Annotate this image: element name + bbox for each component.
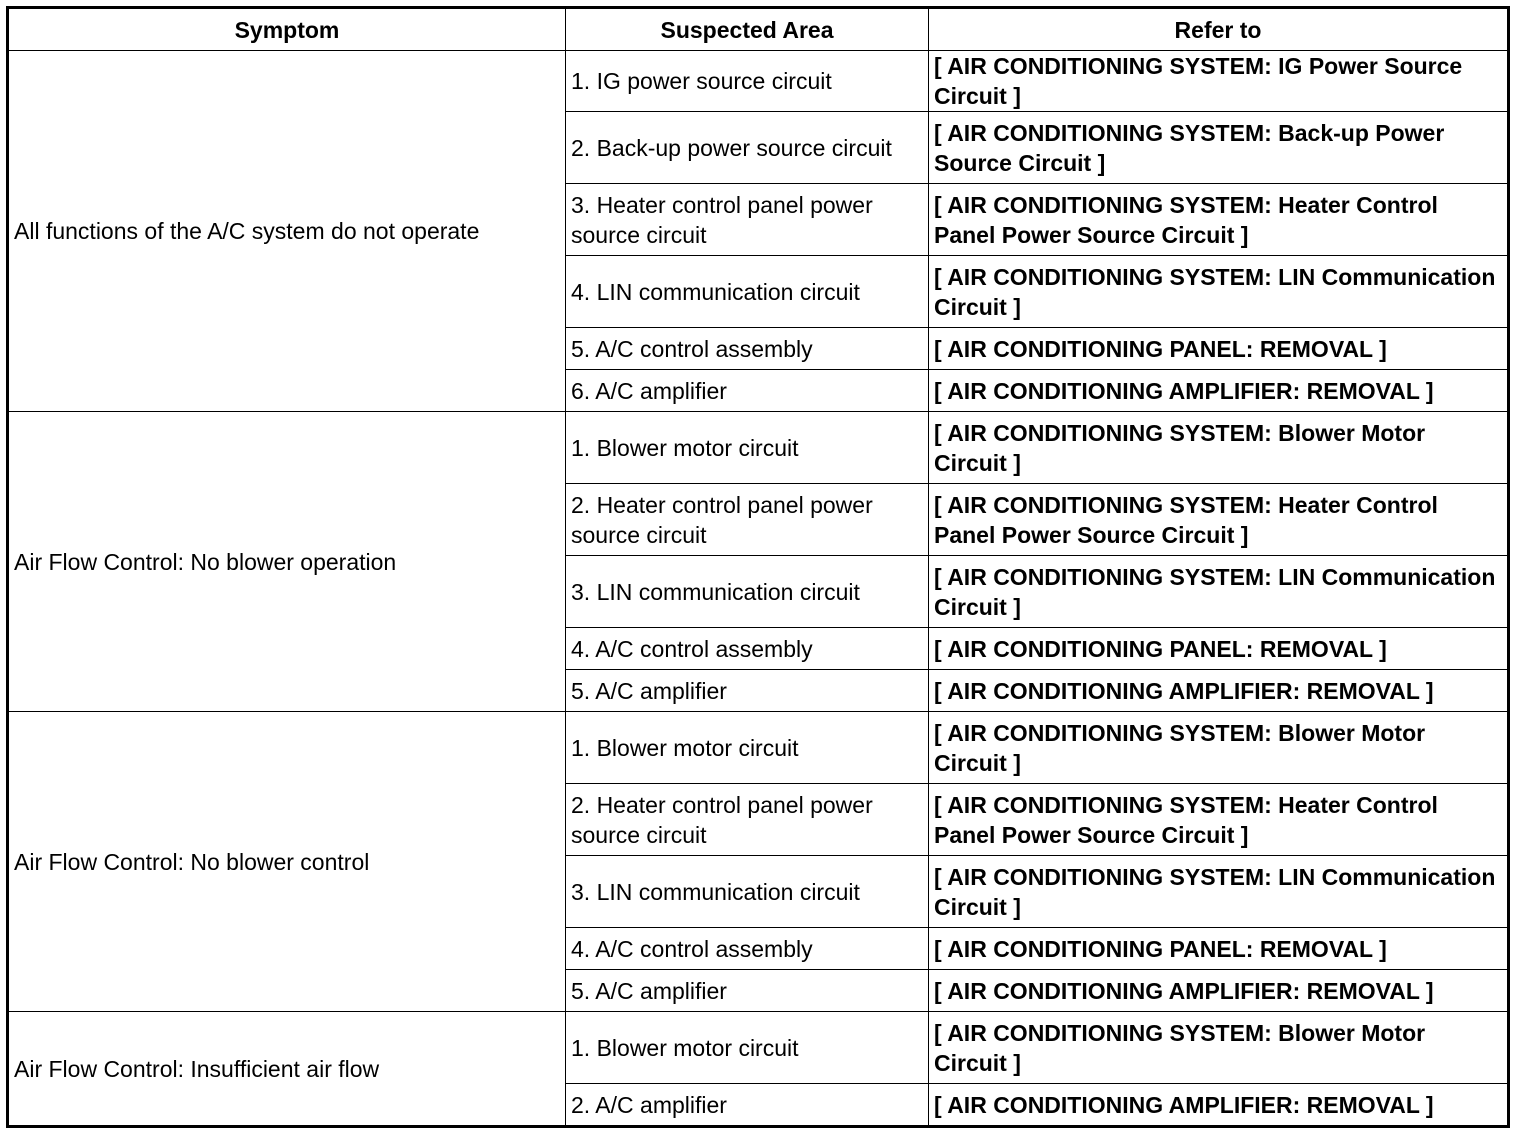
refer-to-cell: [ AIR CONDITIONING SYSTEM: Heater Control Panel Power Source Circuit ] <box>929 184 1509 256</box>
table-row <box>8 51 1509 112</box>
suspected-area-cell: 4. LIN communication circuit <box>566 256 929 328</box>
symptom-cell: Air Flow Control: No blower control <box>8 712 566 1012</box>
refer-to-cell: [ AIR CONDITIONING SYSTEM: Heater Control Panel Power Source Circuit ] <box>929 784 1509 856</box>
refer-to-cell: [ AIR CONDITIONING AMPLIFIER: REMOVAL ] <box>929 370 1509 412</box>
table-row <box>8 1012 1509 1084</box>
suspected-area-cell: 1. Blower motor circuit <box>566 412 929 484</box>
suspected-area-cell: 4. A/C control assembly <box>566 628 929 670</box>
header-row <box>8 8 1509 51</box>
troubleshooting-table <box>6 6 1510 1128</box>
refer-to-cell: [ AIR CONDITIONING SYSTEM: Blower Motor Circuit ] <box>929 412 1509 484</box>
refer-to-cell: [ AIR CONDITIONING PANEL: REMOVAL ] <box>929 628 1509 670</box>
table-row <box>8 712 1509 784</box>
suspected-area-cell: 2. Heater control panel power source circuit <box>566 484 929 556</box>
refer-to-cell: [ AIR CONDITIONING SYSTEM: Heater Control Panel Power Source Circuit ] <box>929 484 1509 556</box>
suspected-area-cell: 5. A/C amplifier <box>566 670 929 712</box>
suspected-area-cell: 5. A/C amplifier <box>566 970 929 1012</box>
suspected-area-cell: 1. Blower motor circuit <box>566 1012 929 1084</box>
table-row <box>8 412 1509 484</box>
refer-to-cell: [ AIR CONDITIONING SYSTEM: LIN Communication Circuit ] <box>929 256 1509 328</box>
refer-to-cell: [ AIR CONDITIONING SYSTEM: LIN Communication Circuit ] <box>929 856 1509 928</box>
suspected-area-cell: 5. A/C control assembly <box>566 328 929 370</box>
refer-to-cell: [ AIR CONDITIONING AMPLIFIER: REMOVAL ] <box>929 1084 1509 1127</box>
suspected-area-cell: 6. A/C amplifier <box>566 370 929 412</box>
refer-to-cell: [ AIR CONDITIONING AMPLIFIER: REMOVAL ] <box>929 970 1509 1012</box>
suspected-area-cell: 1. IG power source circuit <box>566 51 929 112</box>
header-suspected-area: Suspected Area <box>566 8 929 51</box>
symptom-cell: Air Flow Control: Insufficient air flow <box>8 1012 566 1127</box>
suspected-area-cell: 2. A/C amplifier <box>566 1084 929 1127</box>
suspected-area-cell: 3. Heater control panel power source circuit <box>566 184 929 256</box>
symptom-cell: All functions of the A/C system do not operate <box>8 51 566 412</box>
refer-to-cell: [ AIR CONDITIONING SYSTEM: Blower Motor Circuit ] <box>929 1012 1509 1084</box>
symptom-cell: Air Flow Control: No blower operation <box>8 412 566 712</box>
refer-to-cell: [ AIR CONDITIONING SYSTEM: Back-up Power Source Circuit ] <box>929 112 1509 184</box>
suspected-area-cell: 3. LIN communication circuit <box>566 556 929 628</box>
suspected-area-cell: 1. Blower motor circuit <box>566 712 929 784</box>
suspected-area-cell: 3. LIN communication circuit <box>566 856 929 928</box>
refer-to-cell: [ AIR CONDITIONING SYSTEM: Blower Motor Circuit ] <box>929 712 1509 784</box>
refer-to-cell: [ AIR CONDITIONING AMPLIFIER: REMOVAL ] <box>929 670 1509 712</box>
suspected-area-cell: 4. A/C control assembly <box>566 928 929 970</box>
suspected-area-cell: 2. Heater control panel power source circuit <box>566 784 929 856</box>
refer-to-cell: [ AIR CONDITIONING SYSTEM: LIN Communication Circuit ] <box>929 556 1509 628</box>
refer-to-cell: [ AIR CONDITIONING PANEL: REMOVAL ] <box>929 928 1509 970</box>
suspected-area-cell: 2. Back-up power source circuit <box>566 112 929 184</box>
header-symptom: Symptom <box>8 8 566 51</box>
refer-to-cell: [ AIR CONDITIONING PANEL: REMOVAL ] <box>929 328 1509 370</box>
header-refer-to: Refer to <box>929 8 1509 51</box>
refer-to-cell: [ AIR CONDITIONING SYSTEM: IG Power Source Circuit ] <box>929 51 1509 112</box>
